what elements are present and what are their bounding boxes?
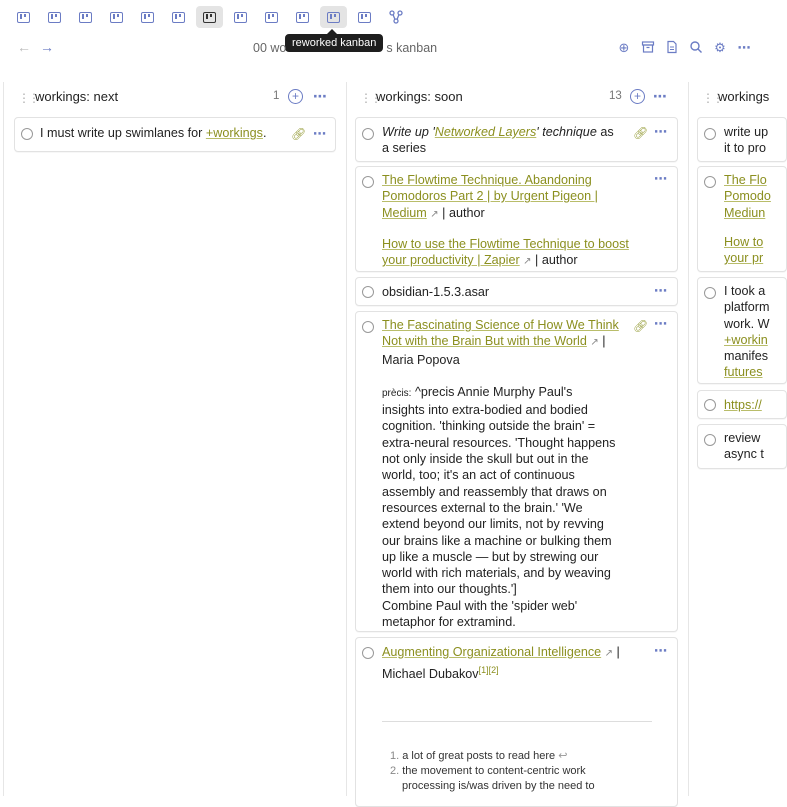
card-text-part: write up	[724, 125, 769, 139]
card-more-icon[interactable]: ⋯	[654, 643, 668, 658]
external-link[interactable]: Medium	[382, 205, 427, 220]
checkbox[interactable]	[362, 647, 374, 659]
more-options-icon[interactable]: ⋯	[737, 40, 751, 55]
card-text-part: up like a muscle — but by strewing our	[382, 549, 599, 564]
kanban-view-icon[interactable]	[227, 6, 254, 28]
card-text-part: Combine Paul with the 'spider web'	[382, 598, 578, 613]
card-text	[724, 397, 762, 413]
lane-workings-next	[3, 82, 341, 796]
card-more-icon[interactable]: ⋯	[654, 171, 668, 186]
card-text-part: our brains like a machine or bulking them	[382, 533, 612, 548]
graph-view-icon[interactable]	[382, 6, 409, 28]
card[interactable]	[355, 117, 678, 162]
checkbox[interactable]	[704, 176, 716, 188]
footnote-refs[interactable]: [1][2]	[478, 665, 499, 676]
gear-icon[interactable]: ⚙	[714, 40, 726, 55]
kanban-view-icon[interactable]	[351, 6, 378, 28]
external-link[interactable]: Mediun	[724, 205, 766, 220]
kanban-view-icon[interactable]	[258, 6, 285, 28]
view-title-part: 00 wo	[253, 41, 287, 55]
footnote-backref-icon[interactable]: ↩	[558, 750, 568, 762]
card-text	[724, 172, 771, 266]
card-text-part: insights into extra-bodied and bodied	[382, 403, 588, 418]
card-text-part: manifes	[724, 349, 769, 364]
external-link[interactable]: How to	[724, 234, 764, 249]
card-text	[40, 125, 300, 141]
external-link[interactable]: Augmenting Organizational Intelligence	[382, 645, 602, 659]
card-text-part: I must write up swimlanes for	[40, 126, 206, 140]
card-text-part: ' technique	[536, 125, 597, 139]
card-text-part: Michael Dubakov	[382, 667, 479, 682]
card-text-part: metaphor for extramind.	[382, 615, 516, 630]
card-text-part: a series	[382, 141, 427, 156]
external-link[interactable]: The Flowtime Technique. Abandoning	[382, 173, 592, 187]
card[interactable]	[355, 277, 678, 306]
card[interactable]	[355, 637, 678, 807]
card-text-part: Maria Popova	[382, 352, 460, 367]
precis-label: prècis:	[382, 387, 412, 399]
checkbox[interactable]	[362, 176, 374, 188]
checkbox[interactable]	[704, 128, 716, 140]
card-text: obsidian-1.5.3.asar	[382, 285, 490, 299]
link-icon[interactable]: 🔗︎	[291, 127, 307, 141]
card[interactable]	[14, 117, 336, 152]
external-link[interactable]: your productivity | Zapier	[382, 253, 520, 268]
kanban-view-icon[interactable]	[289, 6, 316, 28]
archive-icon[interactable]	[640, 40, 656, 56]
lane-more-icon[interactable]: ⋯	[653, 88, 668, 104]
card-text-part: resources external to the brain.' 'We	[382, 500, 583, 515]
kanban-view-icon[interactable]	[72, 6, 99, 28]
external-link-icon: ↗	[523, 256, 532, 268]
card-text	[382, 124, 647, 157]
lane-header	[4, 82, 341, 112]
card-text-part: ^precis Annie Murphy Paul's	[411, 384, 573, 399]
add-card-icon[interactable]: +	[630, 89, 645, 104]
note-link[interactable]: futures	[724, 365, 763, 380]
external-link[interactable]: your pr	[724, 251, 764, 266]
add-circle-icon[interactable]: ⊕	[618, 40, 630, 55]
back-arrow-icon[interactable]: ←	[17, 39, 31, 55]
card-text-part: them into our thoughts.']	[382, 582, 517, 597]
card-text-part: it to pro	[724, 141, 766, 156]
checkbox[interactable]	[21, 128, 33, 140]
lane-title[interactable]: workings: next	[35, 89, 119, 104]
reworked-kanban-icon[interactable]	[320, 6, 347, 28]
card-text-part: extend beyond our limits, not by revving	[382, 517, 604, 532]
card-text-part: not only inside the skull but out in the	[382, 452, 589, 467]
view-switcher-bar	[0, 0, 766, 34]
card-text-part: extra-neural resources. 'Thought happens	[382, 435, 616, 450]
external-link[interactable]: How to use the Flowtime Technique to boost	[382, 236, 629, 251]
lane-count: 13	[609, 90, 622, 102]
external-link[interactable]: Pomodoros Part 2 | by Urgent Pigeon |	[382, 189, 598, 204]
card-more-icon[interactable]: ⋯	[313, 126, 327, 141]
tag-link[interactable]: +workings	[205, 126, 263, 140]
footnote-1: a lot of great posts to read here	[402, 750, 556, 762]
card[interactable]	[697, 166, 787, 272]
link-icon[interactable]: 🔗︎	[633, 126, 649, 140]
kanban-view-icon[interactable]	[134, 6, 161, 28]
card-text-part: I took a	[724, 284, 766, 298]
card-text-part: | author	[438, 205, 485, 220]
card-text	[382, 172, 657, 270]
card-text-part: assembly and reassembly that draws on	[382, 484, 607, 499]
checkbox[interactable]	[362, 321, 374, 333]
card[interactable]	[355, 311, 678, 632]
divider	[382, 721, 652, 722]
view-title-part: s kanban	[386, 41, 438, 55]
card[interactable]	[697, 390, 787, 419]
lane-workings	[688, 82, 778, 796]
card-text-part: as	[596, 125, 614, 139]
checkbox[interactable]	[704, 399, 716, 411]
external-link[interactable]: Pomodo	[724, 189, 771, 204]
card[interactable]	[697, 424, 787, 469]
add-card-icon[interactable]: +	[288, 89, 303, 104]
card-text-part: Write up '	[382, 125, 435, 139]
external-link[interactable]: The Fascinating Science of How We Think	[382, 318, 619, 332]
lane-title[interactable]: workings	[718, 89, 770, 104]
card-text-part: world with rich materials, and by weaving	[382, 566, 611, 581]
drag-handle-icon[interactable]: ⋮⋮	[702, 91, 722, 105]
card-text-part: .	[262, 126, 267, 140]
kanban-view-icon-active[interactable]	[196, 6, 223, 28]
external-link[interactable]: https://	[724, 398, 762, 412]
checkbox[interactable]	[704, 287, 716, 299]
view-header	[0, 36, 766, 62]
card[interactable]	[697, 277, 787, 384]
external-link[interactable]: Not with the Brain But with the World	[382, 334, 587, 349]
card[interactable]	[697, 117, 787, 162]
kanban-board	[0, 82, 771, 796]
card-text-part: | author	[531, 253, 578, 268]
card-text-part: review	[724, 431, 761, 445]
checkbox[interactable]	[362, 128, 374, 140]
card-text	[724, 283, 770, 381]
card-text-part: work. W	[724, 316, 770, 331]
external-link[interactable]: The Flo	[724, 173, 767, 187]
note-link[interactable]: Networked Layers	[434, 125, 537, 139]
kanban-view-icon[interactable]	[165, 6, 192, 28]
card-text-part: cognition. 'thinking outside the brain' =	[382, 419, 596, 434]
link-icon[interactable]: 🔗︎	[633, 319, 649, 333]
checkbox[interactable]	[362, 286, 374, 298]
external-link-icon: ↗	[604, 648, 614, 659]
card-more-icon[interactable]: ⋯	[654, 283, 668, 298]
drag-handle-icon[interactable]: ⋮⋮	[18, 91, 38, 105]
view-title	[253, 41, 437, 55]
card-more-icon[interactable]: ⋯	[654, 124, 668, 139]
external-link-icon: ↗	[590, 337, 599, 349]
card-text: The Fascinating Science of How We Think Not with the Brain But with the World ↗ | Maria Popova prècis: ^precis Annie Murphy Paul's insights into extra-bodied and bodied cognition. 'thinking outside the brain' = extra-neural resources. 'Thought happens not only inside the skull but out in the world, too; it's an act of continuous assembly and reassembly that draws on resources external to the brain.' 'We extend beyond our limits, not by revving our brains like a machine or bulking them up like a muscle — but by strewing our world with rich materials, and by weaving them into our thoughts.'] Combine Paul with the 'spider web' metaphor for extramind.	[382, 318, 619, 630]
view-actions	[616, 40, 752, 56]
footnote-2: the movement to content-centric work	[402, 765, 586, 777]
card-more-icon[interactable]: ⋯	[654, 316, 668, 331]
card-text	[724, 124, 768, 157]
kanban-view-icon[interactable]	[41, 6, 68, 28]
lane-header	[347, 82, 682, 112]
document-icon[interactable]	[664, 40, 680, 56]
tooltip: reworked kanban	[285, 34, 383, 52]
card-text-part: platform	[724, 300, 770, 315]
card-text: Augmenting Organizational Intelligence ↗ | Michael Dubakov[1][2]	[382, 645, 620, 682]
lane-title[interactable]: workings: soon	[376, 89, 463, 104]
card-text-part: async t	[724, 447, 764, 462]
search-icon[interactable]	[688, 40, 704, 56]
lane-count: 1	[273, 90, 280, 102]
footnote-2: processing is/was driven by the need to	[402, 780, 595, 792]
kanban-view-icon[interactable]	[10, 6, 37, 28]
footnote-list: 1. a lot of great posts to read here ↩ 2. the movement to content-centric work processing is/was driven by the need to	[390, 750, 595, 792]
checkbox[interactable]	[704, 434, 716, 446]
external-link-icon: ↗	[430, 208, 439, 220]
card-text-part: world, too; it's an act of continuous	[382, 468, 575, 483]
card[interactable]	[355, 166, 678, 272]
lane-more-icon[interactable]: ⋯	[313, 88, 328, 104]
lane-header	[689, 82, 778, 112]
kanban-view-icon[interactable]	[103, 6, 130, 28]
tag-link[interactable]: +workin	[724, 332, 768, 347]
card-text	[724, 430, 764, 463]
lane-workings-soon	[346, 82, 682, 796]
drag-handle-icon[interactable]: ⋮⋮	[360, 91, 380, 105]
forward-arrow-icon[interactable]: →	[40, 39, 54, 55]
